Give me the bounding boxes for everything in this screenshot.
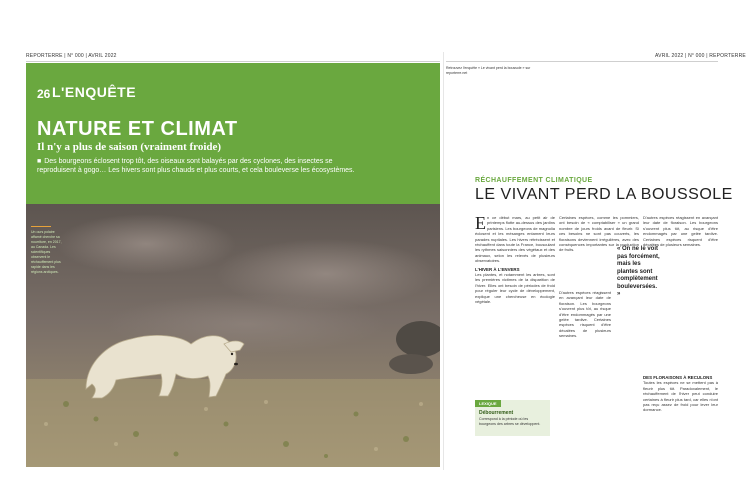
lexique-definition: Correspond à la période où les bourgeons des arbres se développent. xyxy=(479,417,541,426)
column-2b-text: D'autres espèces réagissent en avançant leur date de floraison. Les bourgeons s'ouvrent plus tôt, au risque d'être endommagés par une gelée tardive. Certaines espèces risquent d'être décalées de plusieurs semaines. xyxy=(559,290,611,339)
lexique-box xyxy=(475,400,550,436)
article-kicker: RÉCHAUFFEMENT CLIMATIQUE xyxy=(475,177,593,184)
lexique-tag: LEXIQUE xyxy=(475,400,501,407)
text-column-3b xyxy=(643,372,718,462)
pull-quote: « On ne le voit pas forcément, mais les plantes sont complètement bouleversées. » xyxy=(617,246,660,297)
column-1-text: n ce début mars, au petit air de printemps flotte au-dessus des jardins parisiens. Les bourgeons de magnolia éclosent et les mésanges entament leurs parades nuptiales. Les hivers rétrécissent et réchauffent dans toute la France, bousculant les rythmes saisonniers des végétaux et des animaux, selon les relevés de plusieurs observatoires. xyxy=(475,215,555,264)
section-title: L'ENQUÊTE xyxy=(52,84,137,100)
left-running-header: REPORTERRE | N° 000 | AVRIL 2022 xyxy=(26,53,117,59)
page-number: 26 xyxy=(37,87,51,101)
photo-illustration xyxy=(26,204,440,467)
page-gutter xyxy=(443,52,444,470)
column-3b-text: Toutes les espèces ne se mettent pas à fleurir plus tôt. Paradoxalement, le réchauffement de l'hiver peut conduire certaines à fleurir plus tard, car elles n'ont pas reçu assez de froid pour lever leur dormance. xyxy=(643,380,718,413)
text-column-1 xyxy=(475,215,555,398)
left-header-rule xyxy=(26,61,440,62)
photo-caption: Un ours polaire affamé cherche sa nourriture, en 2017, au Canada. Les scientifiques observent le réchauffement plus rapide dans les régions arctiques. xyxy=(31,230,62,274)
subhead-2: DES FLORAISONS À RECULONS xyxy=(643,375,713,380)
column-2-text: Certaines espèces, comme les pommiers, ont besoin de « comptabiliser » un grand nombre de jours froids avant de fleurir. Si ces besoins ne sont pas couverts, les floraisons deviennent irrégulières, avec des conséquences importantes sur la production de fruits. xyxy=(559,215,639,253)
article-headline: LE VIVANT PERD LA BOUSSOLE xyxy=(475,186,733,203)
right-header-rule xyxy=(446,61,718,62)
lede-paragraph xyxy=(37,157,357,175)
article-subtitle: Il n'y a plus de saison (vraiment froide) xyxy=(37,141,222,153)
subhead-1: L'HIVER À L'ENVERS xyxy=(475,266,520,272)
polar-bear-photo xyxy=(26,204,440,467)
drop-cap: E xyxy=(475,215,486,233)
title-banner xyxy=(26,63,440,204)
column-1b-text: Les plantes, et notamment les arbres, sont les premières victimes de la disparition de l'hiver. Elles ont besoin de périodes de froid pour réguler leur cycle de développement, explique une chercheuse en écologie végétale. xyxy=(475,272,555,305)
text-column-3 xyxy=(643,215,718,365)
photo-credit: Retrouvez l'enquête « Le vivant perd la boussole » sur reporterre.net xyxy=(446,66,531,75)
bullet-icon: ■ xyxy=(37,158,42,165)
lede-text: Des bourgeons éclosent trop tôt, des oiseaux sont balayés par des cyclones, des insectes se reproduisent à gogo… Les hivers sont plus chauds et plus courts, et cela bouleverse les écosystèmes. xyxy=(37,158,355,174)
article-title: NATURE ET CLIMAT xyxy=(37,118,238,140)
column-3-text: D'autres espèces réagissent en avançant leur date de floraison. Les bourgeons s'ouvrent plus tôt, au risque d'être endommagés par une gelée tardive. Certaines espèces risquent d'être décalées de plusieurs semaines. xyxy=(643,215,718,248)
text-column-2b xyxy=(559,290,611,460)
lexique-term: Débourrement xyxy=(479,410,514,416)
caption-rule xyxy=(31,226,51,227)
right-running-header: AVRIL 2022 | N° 000 | REPORTERRE xyxy=(655,53,746,59)
